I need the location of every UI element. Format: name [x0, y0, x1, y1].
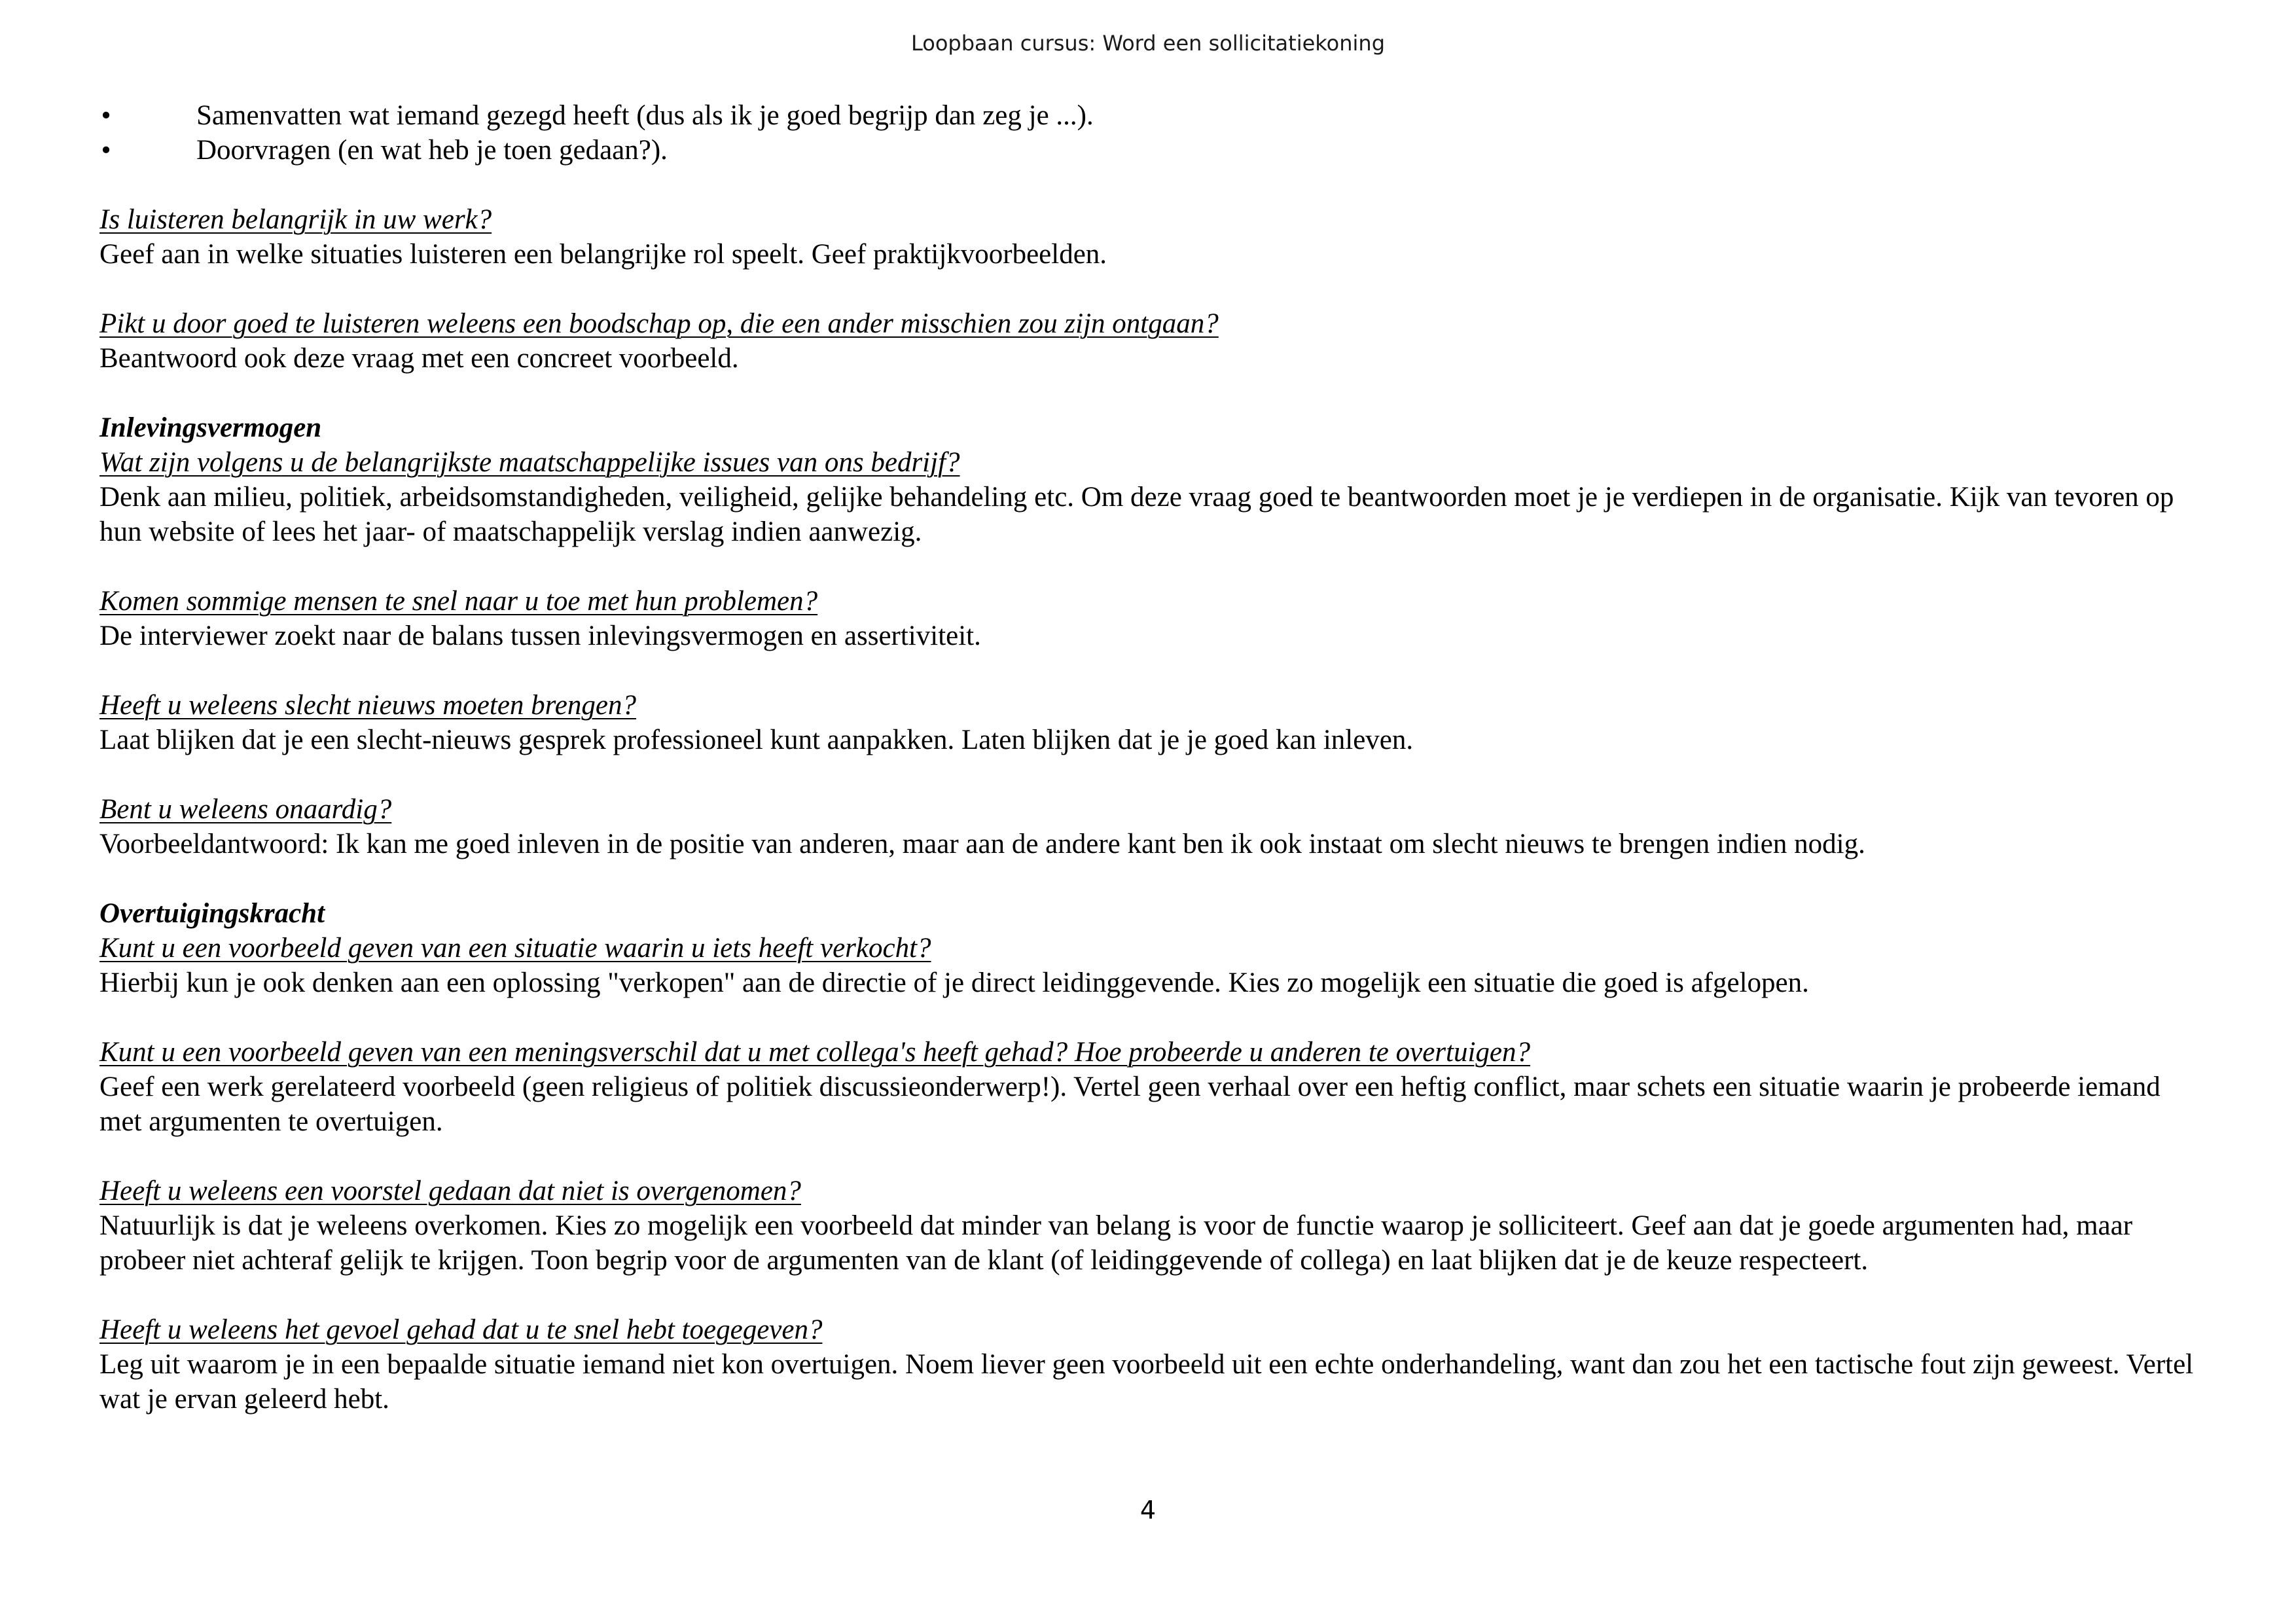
question: Kunt u een voorbeeld geven van een meningsverschil dat u met collega's heeft gehad? Hoe probeerde u anderen te overtuigen?	[99, 1037, 1531, 1068]
question: Heeft u weleens een voorstel gedaan dat niet is overgenomen?	[99, 1176, 801, 1206]
list-item-text: Doorvragen (en wat heb je toen gedaan?).	[196, 135, 668, 166]
question: Pikt u door goed te luisteren weleens een boodschap op, die een ander misschien zou zijn ontgaan?	[99, 308, 1219, 339]
bullet-icon: •	[101, 135, 111, 166]
answer: Voorbeeldantwoord: Ik kan me goed inleven in de positie van anderen, maar aan de andere kant ben ik ook instaat om slecht nieuws te brengen indien nodig.	[99, 829, 1865, 859]
qa-block	[99, 688, 2207, 757]
question: Wat zijn volgens u de belangrijkste maatschappelijke issues van ons bedrijf?	[99, 447, 960, 478]
page-number: 4	[1139, 1496, 1157, 1525]
answer: De interviewer zoekt naar de balans tussen inlevingsvermogen en assertiviteit.	[99, 621, 981, 651]
answer: Laat blijken dat je een slecht-nieuws gesprek professioneel kunt aanpakken. Laten blijken dat je je goed kan inleven.	[99, 725, 1414, 755]
list-item	[99, 133, 2207, 168]
qa-block	[99, 410, 2207, 549]
running-header: Loopbaan cursus: Word een sollicitatiekoning	[911, 31, 1385, 56]
qa-block	[99, 202, 2207, 272]
answer: Leg uit waarom je in een bepaalde situatie iemand niet kon overtuigen. Noem liever geen voorbeeld uit een echte onderhandeling, want dan zou het een tactische fout zijn geweest. Vertel wat je ervan geleerd hebt.	[99, 1349, 2194, 1415]
question: Bent u weleens onaardig?	[99, 794, 392, 825]
qa-block	[99, 1035, 2207, 1139]
question: Heeft u weleens slecht nieuws moeten brengen?	[99, 690, 636, 721]
list-item	[99, 98, 2207, 133]
qa-block	[99, 1312, 2207, 1416]
answer: Natuurlijk is dat je weleens overkomen. Kies zo mogelijk een voorbeeld dat minder van belang is voor de functie waarop je solliciteert. Geef aan dat je goede argumenten had, maar probeer niet achteraf gelijk te krijgen. Toon begrip voor de argumenten van de klant (of leidinggevende of collega) en laat blijken dat je de keuze respecteert.	[99, 1210, 2133, 1276]
answer: Geef aan in welke situaties luisteren een belangrijke rol speelt. Geef praktijkvoorbeelden.	[99, 239, 1107, 270]
section-inlevingsvermogen	[99, 410, 2207, 861]
page-body	[99, 98, 2207, 1416]
qa-block	[99, 584, 2207, 653]
question: Komen sommige mensen te snel naar u toe met hun problemen?	[99, 586, 818, 617]
qa-block	[99, 896, 2207, 1000]
list-item-text: Samenvatten wat iemand gezegd heeft (dus als ik je goed begrijp dan zeg je ...).	[196, 100, 1094, 131]
answer: Hierbij kun je ook denken aan een oplossing "verkopen" aan de directie of je direct leidinggevende. Kies zo mogelijk een situatie die goed is afgelopen.	[99, 967, 1809, 998]
answer: Geef een werk gerelateerd voorbeeld (geen religieus of politiek discussieonderwerp!). Vertel geen verhaal over een heftig conflict, maar schets een situatie waarin je probeerde iemand met argumenten te overtuigen.	[99, 1072, 2161, 1137]
question: Kunt u een voorbeeld geven van een situatie waarin u iets heeft verkocht?	[99, 933, 931, 964]
bullet-icon: •	[101, 100, 111, 131]
section-luisteren	[99, 202, 2207, 376]
qa-block	[99, 306, 2207, 376]
qa-block	[99, 792, 2207, 861]
qa-block	[99, 1174, 2207, 1278]
answer: Denk aan milieu, politiek, arbeidsomstandigheden, veiligheid, gelijke behandeling etc. Om deze vraag goed te beantwoorden moet je je verdiepen in de organisatie. Kijk van tevoren op hun website of lees het jaar- of maatschappelijk verslag indien aanwezig.	[99, 482, 2174, 547]
bullet-list	[99, 98, 2207, 168]
answer: Beantwoord ook deze vraag met een concreet voorbeeld.	[99, 343, 739, 374]
section-heading: Inlevingsvermogen	[99, 412, 322, 443]
section-overtuigingskracht	[99, 896, 2207, 1416]
question: Is luisteren belangrijk in uw werk?	[99, 204, 492, 235]
question: Heeft u weleens het gevoel gehad dat u te snel hebt toegegeven?	[99, 1314, 823, 1345]
section-heading: Overtuigingskracht	[99, 898, 325, 929]
